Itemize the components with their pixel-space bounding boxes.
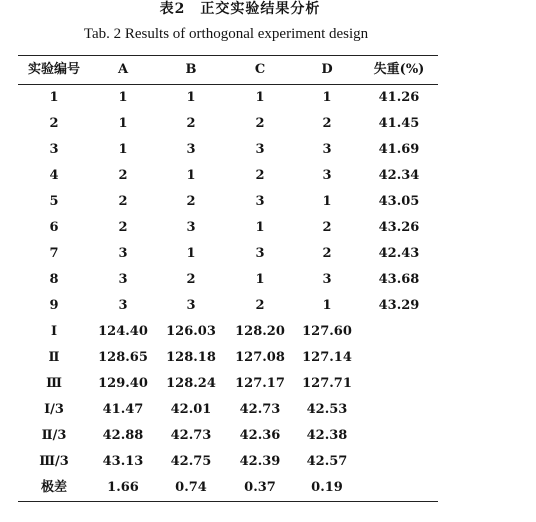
cell-c: 1	[255, 220, 265, 235]
orthogonal-results-table	[18, 55, 438, 502]
cell-b: 3	[186, 142, 196, 157]
cell-weight-loss: 41.69	[378, 142, 420, 157]
cell-b: 42.73	[170, 428, 212, 443]
cell-d: 1	[322, 90, 332, 105]
cell-c: 127.17	[235, 376, 285, 391]
cell-a: 1.66	[107, 480, 139, 495]
cell-a: 3	[118, 298, 128, 313]
cell-b: 0.74	[175, 480, 207, 495]
cell-d: 42.53	[306, 402, 348, 417]
cell-b: 1	[186, 246, 196, 261]
cell-a: 2	[118, 220, 128, 235]
table-caption-english: Tab. 2 Results of orthogonal experiment design	[83, 26, 369, 42]
header-factor-b: B	[185, 62, 197, 77]
cell-c: 2	[255, 298, 265, 313]
table-row	[18, 215, 438, 241]
table-header-row	[18, 56, 438, 85]
cell-b: 42.01	[170, 402, 212, 417]
row-label: Ⅱ	[48, 350, 60, 365]
cell-d: 2	[322, 116, 332, 131]
header-weight-loss: 失重(%)	[373, 62, 425, 77]
cell-b: 2	[186, 194, 196, 209]
cell-c: 127.08	[235, 350, 285, 365]
cell-d: 127.60	[302, 324, 352, 339]
row-label: 8	[49, 272, 59, 287]
cell-b: 126.03	[166, 324, 216, 339]
row-label: Ⅰ	[50, 324, 58, 339]
cell-a: 1	[118, 116, 128, 131]
row-label: 极差	[40, 480, 67, 495]
cell-weight-loss: 42.34	[378, 168, 420, 183]
row-label: 7	[49, 246, 59, 261]
cell-weight-loss	[360, 449, 438, 475]
cell-weight-loss: 41.45	[378, 116, 420, 131]
cell-c: 42.39	[239, 454, 281, 469]
table-row	[18, 397, 438, 423]
table-caption-chinese: 表2 正交实验结果分析	[159, 1, 321, 17]
table-row	[18, 163, 438, 189]
cell-b: 2	[186, 272, 196, 287]
cell-b: 1	[186, 168, 196, 183]
cell-c: 128.20	[235, 324, 285, 339]
cell-d: 0.19	[311, 480, 343, 495]
cell-a: 1	[118, 90, 128, 105]
cell-c: 3	[255, 142, 265, 157]
table-row	[18, 293, 438, 319]
cell-b: 1	[186, 90, 196, 105]
cell-a: 41.47	[102, 402, 144, 417]
cell-weight-loss: 41.26	[378, 90, 420, 105]
cell-c: 42.36	[239, 428, 281, 443]
row-label: 9	[49, 298, 59, 313]
row-label: Ⅲ/3	[39, 454, 69, 469]
cell-a: 129.40	[98, 376, 148, 391]
cell-a: 3	[118, 272, 128, 287]
table-row	[18, 189, 438, 215]
cell-weight-loss	[360, 475, 438, 502]
table-row	[18, 319, 438, 345]
cell-weight-loss: 43.05	[378, 194, 420, 209]
cell-weight-loss: 43.26	[378, 220, 420, 235]
cell-d: 3	[322, 142, 332, 157]
cell-d: 1	[322, 298, 332, 313]
row-label: 1	[49, 90, 59, 105]
table-row	[18, 267, 438, 293]
cell-d: 2	[322, 246, 332, 261]
cell-c: 42.73	[239, 402, 281, 417]
cell-weight-loss: 43.68	[378, 272, 420, 287]
table-row	[18, 423, 438, 449]
row-label: 4	[49, 168, 59, 183]
cell-d: 2	[322, 220, 332, 235]
row-label: 6	[49, 220, 59, 235]
row-label: Ⅱ/3	[41, 428, 67, 443]
cell-b: 3	[186, 298, 196, 313]
cell-c: 2	[255, 168, 265, 183]
header-factor-a: A	[117, 62, 129, 77]
cell-b: 42.75	[170, 454, 212, 469]
cell-weight-loss	[360, 397, 438, 423]
cell-d: 127.14	[302, 350, 352, 365]
cell-c: 3	[255, 194, 265, 209]
cell-d: 3	[322, 168, 332, 183]
cell-d: 42.38	[306, 428, 348, 443]
header-experiment-number: 实验编号	[27, 62, 80, 77]
cell-c: 3	[255, 246, 265, 261]
cell-a: 43.13	[102, 454, 144, 469]
cell-d: 127.71	[302, 376, 352, 391]
cell-b: 2	[186, 116, 196, 131]
cell-weight-loss	[360, 371, 438, 397]
cell-a: 2	[118, 194, 128, 209]
row-label: 2	[49, 116, 59, 131]
cell-a: 3	[118, 246, 128, 261]
cell-weight-loss	[360, 319, 438, 345]
cell-b: 3	[186, 220, 196, 235]
table-row	[18, 111, 438, 137]
row-label: Ⅰ/3	[44, 402, 64, 417]
table-row	[18, 449, 438, 475]
cell-weight-loss	[360, 423, 438, 449]
cell-d: 3	[322, 272, 332, 287]
cell-weight-loss	[360, 345, 438, 371]
table-row	[18, 475, 438, 502]
table-row	[18, 241, 438, 267]
row-label: 5	[49, 194, 59, 209]
cell-c: 0.37	[244, 480, 276, 495]
header-factor-c: C	[254, 62, 266, 77]
table-row	[18, 85, 438, 112]
cell-c: 2	[255, 116, 265, 131]
cell-a: 2	[118, 168, 128, 183]
row-label: 3	[49, 142, 59, 157]
cell-weight-loss: 43.29	[378, 298, 420, 313]
cell-a: 42.88	[102, 428, 144, 443]
cell-d: 42.57	[306, 454, 348, 469]
cell-d: 1	[322, 194, 332, 209]
table-row	[18, 137, 438, 163]
row-label: Ⅲ	[46, 376, 62, 391]
cell-c: 1	[255, 272, 265, 287]
cell-a: 124.40	[98, 324, 148, 339]
cell-a: 128.65	[98, 350, 148, 365]
table-row	[18, 371, 438, 397]
cell-weight-loss: 42.43	[378, 246, 420, 261]
cell-b: 128.24	[166, 376, 216, 391]
cell-b: 128.18	[166, 350, 216, 365]
cell-c: 1	[255, 90, 265, 105]
header-factor-d: D	[321, 62, 333, 77]
table-row	[18, 345, 438, 371]
cell-a: 1	[118, 142, 128, 157]
